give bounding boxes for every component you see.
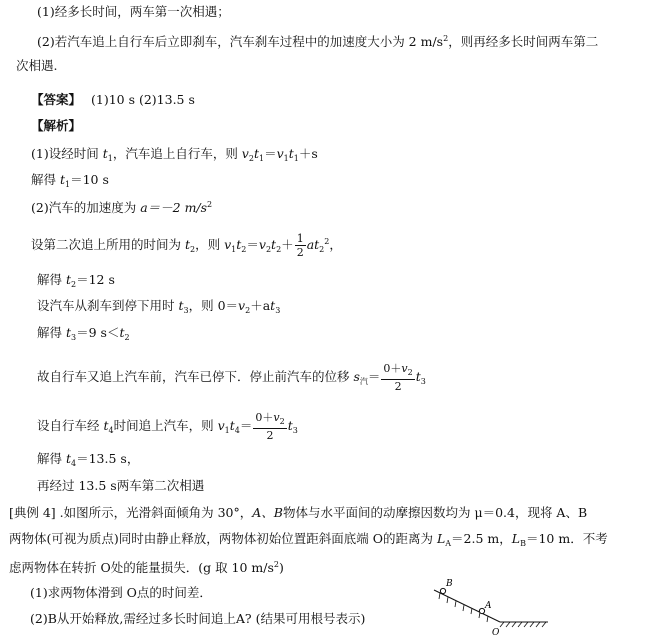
answer-line xyxy=(31,92,195,108)
solution-step-5: 解得 $t_2=12$ s xyxy=(37,272,115,289)
solution-step-8: 故自行车又追上汽车前，汽车已停下．停止前汽车的位移 $s_汽=$ $\frac{0+v_2}{2}$ $t_3$ xyxy=(37,362,426,393)
solution-step-7: 解得 $t_3=9$ $s<t_2$ xyxy=(37,325,130,342)
question-2-cont: 次相遇. xyxy=(16,58,58,73)
fraction-avg-velocity-2: $\frac{0+v_2}{2}$ xyxy=(255,411,285,442)
answer-label: 【答案】 xyxy=(31,92,82,107)
label-b: B xyxy=(446,579,453,589)
solution-step-6: 设汽车从刹车到停下用时 $t_3$，则 $0=v_2+at_3$ xyxy=(37,298,281,315)
fraction-avg-velocity: $\frac{0+v_2}{2}$ xyxy=(383,362,413,393)
block-a xyxy=(479,608,484,613)
question-2: (2)若汽车追上自行车后立即刹车，汽车刹车过程中的加速度大小为 2 $m/s^2$，则再经多长时间两车第二 xyxy=(37,34,599,49)
solution-conclusion: 再经过 13.5 s两车第二次相遇 xyxy=(37,478,205,493)
answer-value: (1)10 s (2)13.5 s xyxy=(91,92,195,107)
solution-step-2: 解得 $t_1=10$ s xyxy=(31,172,109,189)
solution-step-9: 设自行车经 $t_4$时间追上汽车，则 $v_1t_4=$ $\frac{0+v_2}{2}$ $t_3$ xyxy=(37,411,298,442)
label-a: A xyxy=(485,601,492,611)
label-o: O xyxy=(492,628,500,638)
block-b xyxy=(440,588,445,593)
solution-step-10: 解得 $t_4=13.5$ s， xyxy=(37,451,140,468)
solution-step-4: 设第二次追上所用的时间为 $t_2$，则 $v_1t_2=v_2t_2+$ $\frac{1}{2}$ $at_2^2$， xyxy=(31,232,342,259)
fraction-half: $\frac{1}{2}$ xyxy=(296,232,304,259)
solution-step-3: (2)汽车的加速度为 a＝－2 $m/s^2$ xyxy=(31,200,213,215)
question-1: (1)经多长时间，两车第一次相遇； xyxy=(37,4,230,19)
incline-hatching xyxy=(439,593,488,622)
example-4-question-1: (1)求两物体滑到 O点的时间差． xyxy=(30,585,212,600)
example-4-line-3: 虑两物体在转折 O处的能量损失．(g 取 10 $m/s^2$) xyxy=(9,560,284,575)
solution-step-1: (1)设经时间 $t_1$，汽车追上自行车，则 $v_2t_1=v_1t_1+s$ xyxy=(31,146,318,163)
example-4-line-1: [典例 4] .如图所示，光滑斜面倾角为 30°，A、B物体与水平面间的动摩擦因数均为 μ＝0.4，现将 A、B xyxy=(9,505,588,520)
ground-hatching xyxy=(500,622,546,627)
example-4-line-2: 两物体(可视为质点)同时由静止释放，两物体初始位置距斜面底端 O的距离为 $L_A=2.5$ m，$L_B=10$ m．不考 xyxy=(9,531,608,548)
analysis-label: 【解析】 xyxy=(31,118,82,133)
incline-diagram xyxy=(430,572,550,642)
example-4-question-2: (2)B从开始释放,需经过多长时间追上A? (结果可用根号表示) xyxy=(30,611,366,626)
